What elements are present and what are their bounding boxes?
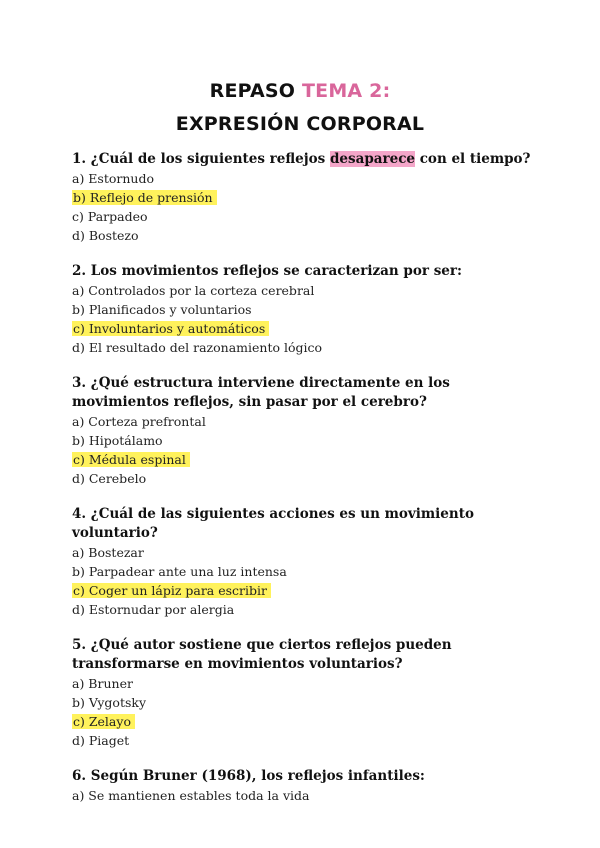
question-list (72, 150, 542, 822)
document-title-line1 (0, 80, 600, 102)
answer-option (72, 674, 542, 693)
answer-option (72, 169, 542, 188)
option-text: d) El resultado del razonamiento lógico (72, 340, 323, 355)
document-title-line2: EXPRESIÓN CORPORAL (175, 113, 425, 135)
answer-option (72, 281, 542, 300)
option-text: b) Planificados y voluntarios (72, 302, 252, 317)
answer-option (72, 207, 542, 226)
option-text: b) Reflejo de prensión (72, 190, 217, 205)
option-text: b) Parpadear ante una luz intensa (72, 564, 287, 579)
option-text: a) Bostezar (72, 545, 144, 560)
option-text: d) Estornudar por alergia (72, 602, 235, 617)
question-text-part: 1. ¿Cuál de los siguientes reflejos (72, 151, 330, 167)
question-text: 2. Los movimientos reflejos se caracterizan por ser: (72, 263, 462, 279)
answer-option-correct (72, 450, 542, 469)
option-text: d) Piaget (72, 733, 130, 748)
answer-option-correct (72, 581, 542, 600)
question-3 (72, 374, 542, 488)
question-4 (72, 505, 542, 619)
question-5 (72, 636, 542, 750)
answer-option-correct (72, 188, 542, 207)
option-text: d) Bostezo (72, 228, 139, 243)
option-text: c) Médula espinal (72, 452, 190, 467)
question-text-line2: voluntario? (72, 525, 158, 541)
question-text: 6. Según Bruner (1968), los reflejos infantiles: (72, 768, 425, 784)
answer-option (72, 300, 542, 319)
option-text: b) Vygotsky (72, 695, 147, 710)
answer-option (72, 338, 542, 357)
question-text-part: con el tiempo? (415, 151, 531, 167)
answer-option-correct (72, 319, 542, 338)
option-text: b) Hipotálamo (72, 433, 163, 448)
option-text: a) Controlados por la corteza cerebral (72, 283, 315, 298)
answer-option (72, 226, 542, 245)
question-2 (72, 262, 542, 357)
question-6 (72, 767, 542, 805)
answer-option (72, 600, 542, 619)
answer-option (72, 731, 542, 750)
answer-option (72, 562, 542, 581)
option-text: c) Coger un lápiz para escribir (72, 583, 271, 598)
answer-option (72, 469, 542, 488)
question-text-line1: 4. ¿Cuál de las siguientes acciones es un movimiento (72, 506, 474, 522)
option-text: a) Se mantienen estables toda la vida (72, 788, 310, 803)
option-text: d) Cerebelo (72, 471, 147, 486)
option-text: c) Involuntarios y automáticos (72, 321, 269, 336)
title-prefix: REPASO (209, 80, 296, 102)
option-text: a) Estornudo (72, 171, 154, 186)
option-text: c) Zelayo (72, 714, 135, 729)
answer-option (72, 543, 542, 562)
answer-option (72, 786, 542, 805)
question-text-line2: transformarse en movimientos voluntarios? (72, 656, 403, 672)
answer-option (72, 412, 542, 431)
option-text: c) Parpadeo (72, 209, 148, 224)
option-text: a) Corteza prefrontal (72, 414, 206, 429)
question-text-line1: 3. ¿Qué estructura interviene directamente en los (72, 375, 450, 391)
answer-option (72, 431, 542, 450)
question-text-line1: 5. ¿Qué autor sostiene que ciertos reflejos pueden (72, 637, 452, 653)
answer-option (72, 693, 542, 712)
question-1 (72, 150, 542, 245)
question-text (72, 150, 542, 168)
option-text: a) Bruner (72, 676, 133, 691)
highlighted-word: desaparece (329, 151, 416, 167)
answer-option-correct (72, 712, 542, 731)
question-text-line2: movimientos reflejos, sin pasar por el cerebro? (72, 394, 427, 410)
title-accent: TEMA 2: (301, 80, 391, 102)
